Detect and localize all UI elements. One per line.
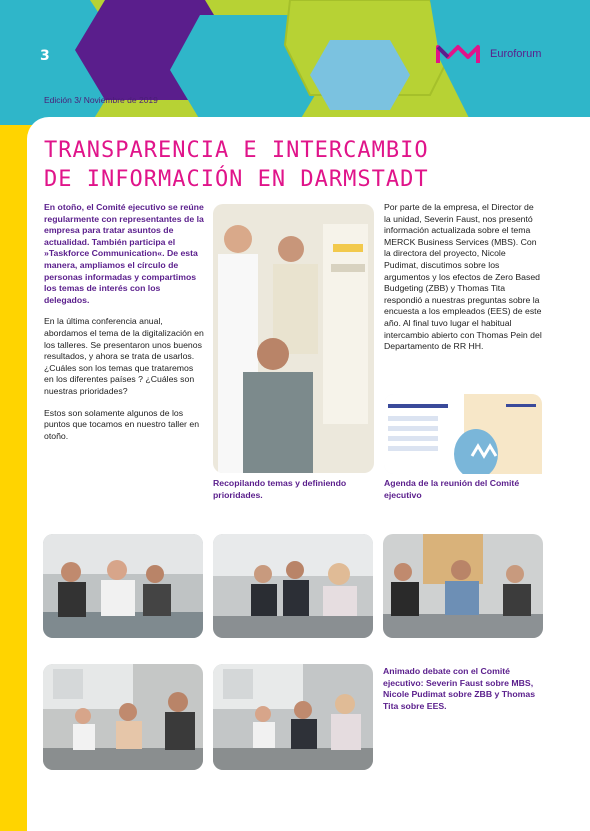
photo-workshop: [213, 204, 374, 473]
photo-agenda: [384, 394, 542, 474]
photo-meeting-5: [213, 664, 373, 770]
right-column: [384, 202, 542, 363]
merck-m-icon: [436, 43, 486, 65]
caption-debate: Animado debate con el Comité ejecutivo: Severin Faust sobre MBS, Nicole Pudimat sobre ZBB y Thomas Tita sobre EES.: [383, 666, 536, 711]
lead-paragraph: En otoño, el Comité ejecutivo se reúne regularmente con representantes de la empresa para tratar asuntos de actualidad. También participa el »Taskforce Communication«. De esta manera, ampliamos el círculo de personas informadas y compartimos los temas de interés con los delegados.: [44, 202, 204, 305]
headline-line-1: TRANSPARENCIA E INTERCAMBIO: [44, 138, 429, 163]
left-column: [44, 202, 204, 452]
article-headline: [44, 136, 564, 194]
paragraph-2: En la última conferencia anual, abordamos el tema de la digitalización en los talleres. Se presentaron unos buenos resultados, y ahora se trata de usarlos. ¿Cuáles son los temas que trataremos en los diferentes países ? ¿Cuáles son nuestras prioridades?: [44, 316, 204, 396]
caption-agenda: Agenda de la reunión del Comité ejecutivo: [384, 478, 520, 500]
logo-text: Euroforum: [490, 48, 542, 60]
paragraph-3: Estos son solamente algunos de los puntos que tocamos en nuestro taller en otoño.: [44, 407, 200, 441]
photo-meeting-4: [43, 664, 203, 770]
euroforum-logo: [436, 43, 541, 65]
photo-meeting-1: [43, 534, 203, 638]
edition-line: Edición 3/ Noviembre de 2019: [44, 95, 158, 105]
headline-line-2: DE INFORMACIÓN EN DARMSTADT: [44, 167, 429, 192]
photo-meeting-3: [383, 534, 543, 638]
caption-priorities: Recopilando temas y definiendo prioridades.: [213, 478, 347, 500]
page-number: 3: [40, 48, 50, 64]
right-paragraph-1: Por parte de la empresa, el Director de la unidad, Severin Faust, nos presentó información actualizada sobre el tema MERCK Business Services (MBS). Con la directora del proyecto, Nicole Pudimat, discutimos sobre los argumentos y los efectos de Zero Based Budgeting (ZBB) y Thomas Tita respondió a nuestras preguntas sobre la encuesta a los empleados (EES) de este año. Al final tuvo lugar el habitual intercambio abierto con Thomas Pein del Departamento de RR HH.: [384, 202, 542, 352]
photo-meeting-2: [213, 534, 373, 638]
